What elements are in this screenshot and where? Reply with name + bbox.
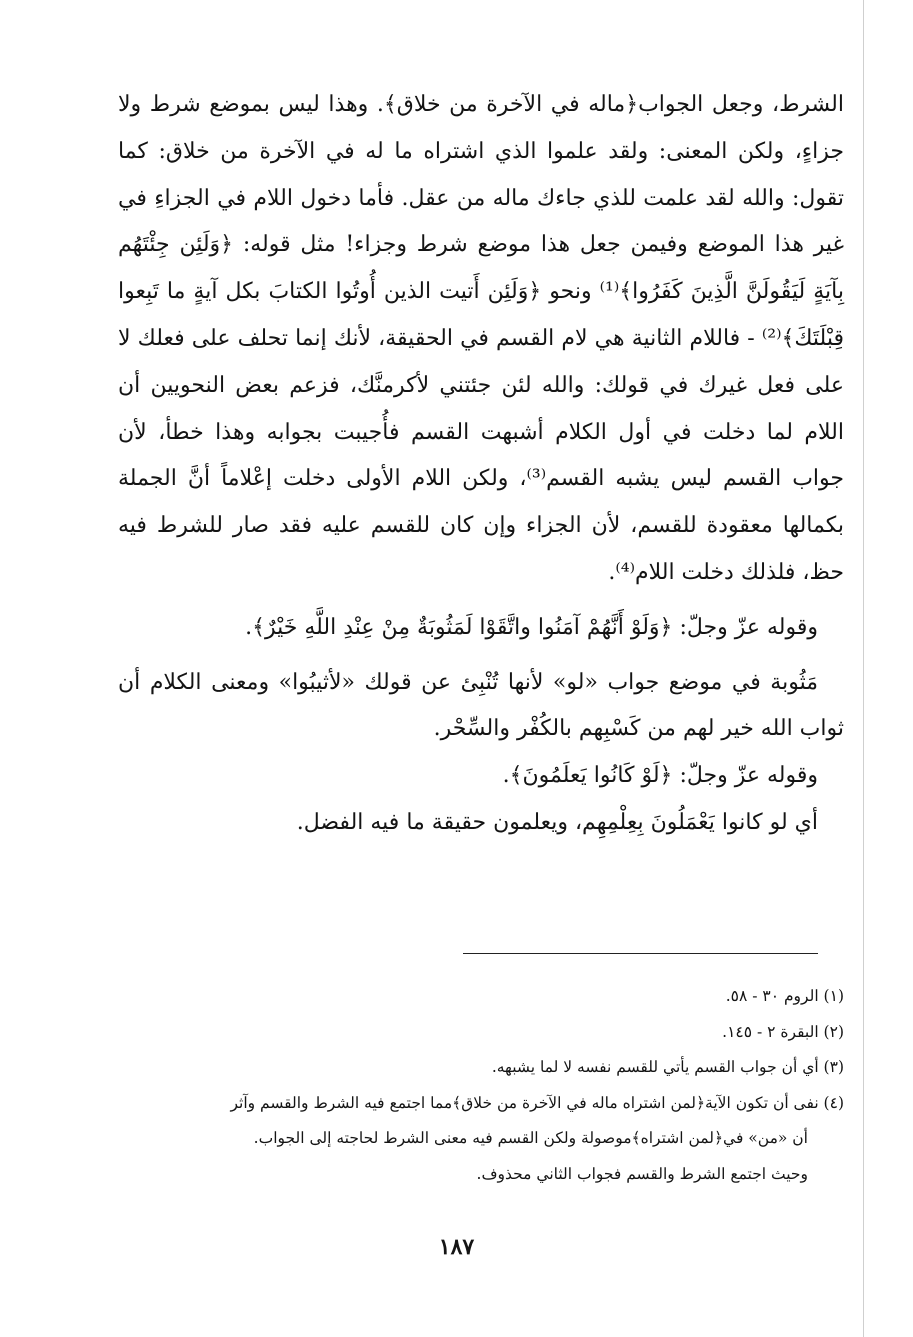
page-number: ١٨٧ [438, 1234, 475, 1260]
footnote-4-line-3: وحيث اجتمع الشرط والقسم فجواب الثاني محذوف. [476, 1164, 808, 1183]
footnote-3: (٣) أي أن جواب القسم يأتي للقسم نفسه لا لما يشبهه. [491, 1058, 844, 1076]
footnote-2: (٢) البقرة ٢ - ١٤٥. [722, 1022, 844, 1041]
footnote-separator [463, 953, 818, 954]
paragraph-1: الشرط، وجعل الجواب﴿ماله في الآخرة من خلاق﴾. وهذا ليس بموضع شرط ولا جزاءٍ، ولكن المعنى: ولقد علموا الذي اشتراه ما له في الآخرة من خلاق: كما تقول: والله لقد علمت للذي جاءك ماله من عقل. فأما دخول اللام في الجزاءِ في غير هذا الموضع وفيمن جعل هذا موضع شرط وجزاء! مثل قوله: ﴿وَلَئِن جِئْتَهُم بِآيَةٍ لَيَقُولَنَّ الَّذِينَ كَفَرُوا﴾⁽¹⁾ ونحو ﴿وَلَئِن أَتيت الذين أُوتُوا الكتابَ بكل آيةٍ ما تَبِعوا قِبْلَتَكَ﴾⁽²⁾ - فاللام الثانية هي لام القسم في الحقيقة، لأنك إنما تحلف على فعلك لا على فعل غيرك في قولك: والله لئن جئتني لأكرمنَّك، فزعم بعض النحويين أن اللام لما دخلت في أول الكلام أشبهت القسم فأُجيبت بجوابه وهذا خطأ، لأن جواب القسم ليس يشبه القسم⁽³⁾، ولكن اللام الأولى دخلت إعْلاماً أنَّ الجملة بكمالها معقودة للقسم، لأن الجزاء وإن كان للقسم عليه فقد صار للشرط فيه حظ، فلذلك دخلت اللام⁽⁴⁾. [118, 92, 844, 585]
footnotes [118, 979, 844, 1192]
page-edge-line [863, 0, 864, 1337]
footnote-1: (١) الروم ٣٠ - ٥٨. [725, 987, 844, 1005]
paragraph-5: أي لو كانوا يَعْمَلُونَ بِعِلْمِهِم، ويعلمون حقيقة ما فيه الفضل. [296, 809, 818, 835]
paragraph-3: مَثُوبة في موضع جواب «لو» لأنها تُنْبِئ عن قولك «لأثيبُوا» ومعنى الكلام أن ثواب الله خير لهم من كَسْبِهم بالكُفْر والسِّحْر. [118, 669, 844, 742]
footnote-4-line-1: (٤) نفى أن تكون الآية﴿لمن اشتراه ماله في الآخرة من خلاق﴾مما اجتمع فيه الشرط والقسم وآثر [230, 1093, 844, 1112]
paragraph-4: وقوله عزّ وجلّ: ﴿لَوْ كَانُوا يَعلَمُونَ﴾. [502, 763, 818, 789]
main-text [118, 82, 844, 847]
paragraph-2: وقوله عزّ وجلّ: ﴿وَلَوْ أَنَّهُمْ آمَنُوا واتَّقَوْا لَمَثُوبَةٌ مِنْ عِنْدِ اللَّهِ خَيْرٌ﴾. [245, 614, 818, 640]
footnote-4-line-2: أن «من» في﴿لمن اشتراه﴾موصولة ولكن القسم فيه معنى الشرط لحاجته إلى الجواب. [253, 1129, 808, 1147]
